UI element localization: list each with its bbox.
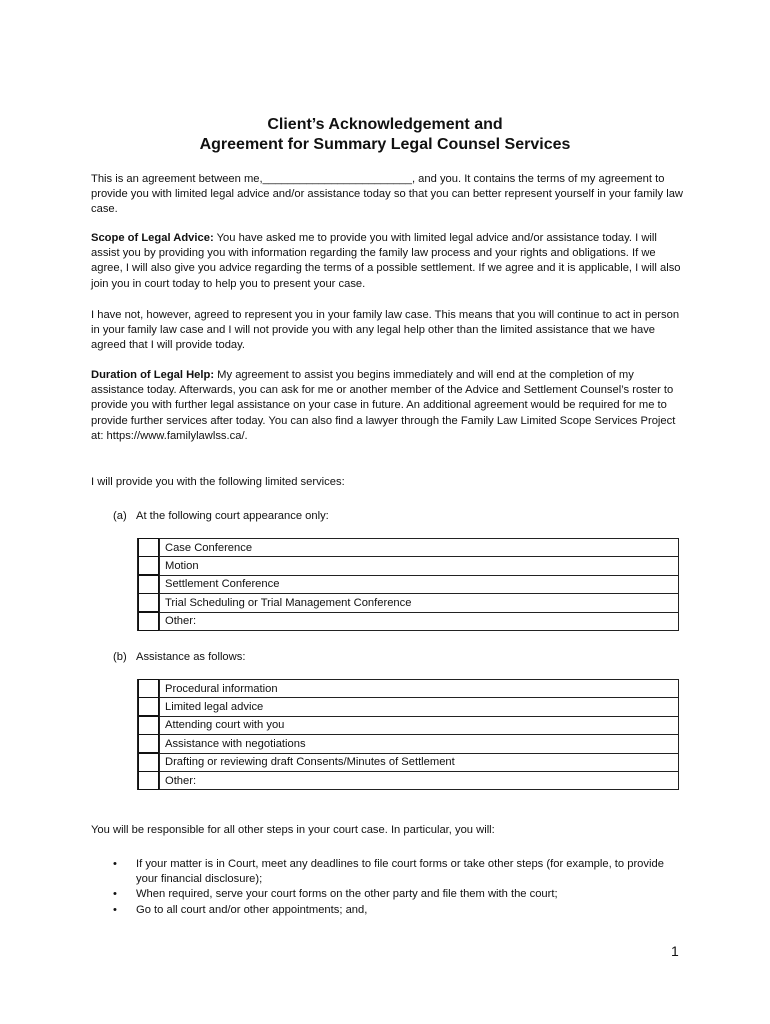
duration-text: My agreement to assist you begins immediately and will end at the completion of my assistance today. Afterwards, you can ask for me or another member of the Advice and Settlement Counsel’s roster to provide you with further legal assistance on your case in future. An additional agreement would be required for me to provide further services after today. You can also find a lawyer through the Family Law Limited Scope Services Project at: https://www.familylawlss.ca/. xyxy=(91,369,676,442)
title-line-1: Client’s Acknowledgement and xyxy=(267,116,503,133)
bullet-icon: • xyxy=(113,888,117,901)
responsibility-list xyxy=(91,857,683,918)
list-item-text: When required, serve your court forms on the other party and file them with the court; xyxy=(136,888,558,901)
section-a-label: (a) xyxy=(113,510,127,522)
checklist-row xyxy=(138,771,679,789)
bullet-icon: • xyxy=(113,858,117,870)
checklist-row xyxy=(138,680,679,698)
checklist-row xyxy=(138,594,679,612)
checkbox-negotiations[interactable] xyxy=(138,734,159,753)
checkbox-case-conference[interactable] xyxy=(138,538,159,557)
checklist-label: Limited legal advice xyxy=(160,698,679,716)
checklist-label: Other: xyxy=(160,771,679,789)
checkbox-procedural-information[interactable] xyxy=(138,679,159,698)
scope-text: You have asked me to provide you with limited legal advice and/or assistance today. I will assist you by providing you with information regarding the family law process and your rights and obligations. If we agree, I will also give you advice regarding the terms of a possible settlement. If we agree and it is applicable, I will also join you in court today to help you to present your case. xyxy=(91,232,681,290)
checkbox-settlement-conference[interactable] xyxy=(138,575,159,594)
checkbox-trial-scheduling[interactable] xyxy=(138,593,159,612)
checkbox-other-assistance[interactable] xyxy=(138,771,159,790)
title-line-2: Agreement for Summary Legal Counsel Services xyxy=(199,136,571,153)
checkbox-other-appearance[interactable] xyxy=(138,612,159,631)
list-item xyxy=(91,903,683,918)
page-number: 1 xyxy=(671,943,679,959)
scope-heading: Scope of Legal Advice: xyxy=(91,232,214,244)
checkbox-attending-court[interactable] xyxy=(138,716,159,735)
list-item-text: Go to all court and/or other appointments; and, xyxy=(136,903,368,916)
checklist-row xyxy=(138,557,679,575)
checklist-label: Procedural information xyxy=(160,680,679,698)
checklist-row xyxy=(138,753,679,771)
scope-paragraph xyxy=(91,231,683,292)
services-intro: I will provide you with the following limited services: xyxy=(91,476,345,488)
checklist-label: Other: xyxy=(160,612,679,630)
checklist-label: Trial Scheduling or Trial Management Conference xyxy=(160,594,679,612)
checklist-row xyxy=(138,698,679,716)
duration-paragraph xyxy=(91,368,683,444)
section-a-checklist xyxy=(137,538,679,631)
list-item-text: If your matter is in Court, meet any deadlines to file court forms or take other steps (for example, to provide your financial disclosure); xyxy=(136,858,664,886)
checklist-row xyxy=(138,735,679,753)
checkbox-limited-legal-advice[interactable] xyxy=(138,697,159,716)
list-item xyxy=(91,857,683,887)
checklist-row xyxy=(138,575,679,593)
list-item xyxy=(91,887,683,902)
section-a-text: At the following court appearance only: xyxy=(136,510,329,522)
checkbox-drafting-consents[interactable] xyxy=(138,753,159,772)
checklist-label: Drafting or reviewing draft Consents/Minutes of Settlement xyxy=(160,753,679,771)
section-b-text: Assistance as follows: xyxy=(136,651,246,663)
section-b-checklist xyxy=(137,679,679,790)
bullet-icon: • xyxy=(113,903,117,916)
checklist-label: Case Conference xyxy=(160,539,679,557)
responsible-intro: You will be responsible for all other steps in your court case. In particular, you will: xyxy=(91,824,495,836)
intro-paragraph: This is an agreement between me,________________________, and you. It contains the terms of my agreement to provide you with limited legal advice and/or assistance today so that you can better represent yourself in your family law case. xyxy=(91,173,683,216)
not-represent-paragraph: I have not, however, agreed to represent you in your family law case. This means that you will continue to act in person in your family law case and I will not provide you with any legal help other than the limited assistance that we have agreed that I will provide today. xyxy=(91,309,680,352)
checklist-label: Attending court with you xyxy=(160,716,679,734)
section-b-label: (b) xyxy=(113,651,127,663)
section-b-heading xyxy=(113,650,245,665)
checklist-label: Assistance with negotiations xyxy=(160,735,679,753)
checklist-row xyxy=(138,716,679,734)
duration-heading: Duration of Legal Help: xyxy=(91,369,215,381)
section-a-heading xyxy=(113,509,329,524)
checklist-row xyxy=(138,612,679,630)
checklist-row xyxy=(138,539,679,557)
checklist-label: Settlement Conference xyxy=(160,575,679,593)
checklist-label: Motion xyxy=(160,557,679,575)
checkbox-motion[interactable] xyxy=(138,556,159,575)
